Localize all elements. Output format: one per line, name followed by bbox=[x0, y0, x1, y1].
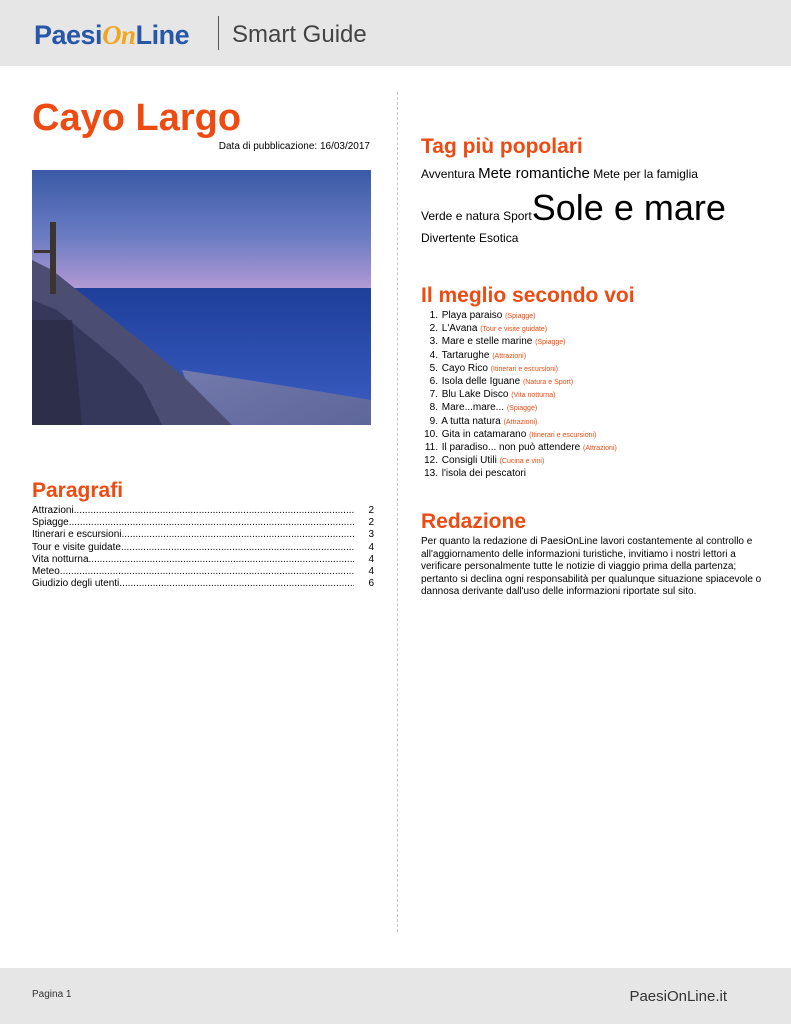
toc-leader-dots bbox=[60, 566, 354, 578]
logo-part-line: Line bbox=[135, 20, 190, 50]
toc-entry-label: Giudizio degli utenti bbox=[32, 578, 120, 590]
list-item-number: 9. bbox=[429, 415, 438, 427]
list-item-name: Mare...mare... bbox=[441, 402, 505, 414]
list-item[interactable] bbox=[421, 442, 781, 455]
toc-leader-dots bbox=[119, 578, 354, 590]
toc-entry-label: Attrazioni bbox=[32, 505, 74, 516]
list-item-name: l'isola dei pescatori bbox=[441, 468, 526, 480]
tag-link[interactable]: Sport bbox=[503, 209, 532, 223]
list-item[interactable] bbox=[421, 323, 781, 336]
toc-leader-dots bbox=[74, 505, 354, 517]
toc-entry-label: Meteo bbox=[32, 566, 60, 578]
list-item-name: Consigli Utili bbox=[441, 455, 497, 467]
list-item[interactable] bbox=[421, 389, 781, 402]
list-item-category: (Attrazioni) bbox=[503, 418, 538, 426]
list-item-number: 7. bbox=[429, 389, 438, 401]
list-item[interactable] bbox=[421, 350, 781, 363]
toc-entry-label: Vita notturna bbox=[32, 553, 89, 565]
site-link[interactable]: PaesiOnLine.it bbox=[629, 988, 727, 1005]
toc-entry-label: Spiagge bbox=[32, 517, 69, 529]
page-title: Cayo Largo bbox=[32, 97, 242, 139]
page-number: Pagina 1 bbox=[32, 989, 72, 1000]
list-item-name: Blu Lake Disco bbox=[441, 389, 509, 401]
tag-link[interactable]: Mete romantiche bbox=[478, 165, 590, 182]
list-item-category: (Itinerari e escursioni) bbox=[490, 365, 559, 373]
list-item-number: 11. bbox=[424, 442, 438, 454]
toc-entry-page: 3 bbox=[368, 529, 374, 541]
list-item-number: 10. bbox=[424, 428, 438, 440]
tag-link[interactable]: Verde e natura bbox=[421, 209, 500, 223]
tag-link[interactable]: Sole e mare bbox=[531, 187, 726, 228]
toc-entry-page: 4 bbox=[368, 541, 374, 553]
toc-entry[interactable] bbox=[32, 505, 374, 517]
toc-entry[interactable] bbox=[32, 554, 374, 566]
list-item-number: 2. bbox=[429, 323, 438, 335]
redazione-text: Per quanto la redazione di PaesiOnLine lavori costantemente al controllo e all'aggiornamento delle informazioni turistiche, invitiamo i nostri lettori a verificare personalmente tutte le notizie di viaggio prima della partenza; pertanto si declina ogni responsabilità per qualunque situazione spiacevole o dannosa derivante dall'uso delle informazioni riportate sul sito. bbox=[421, 536, 762, 598]
list-item-category: (Attrazioni) bbox=[583, 445, 617, 453]
list-item-category: (Cucina e vini) bbox=[499, 458, 545, 466]
toc-entry-page: 4 bbox=[368, 566, 374, 578]
redazione-heading: Redazione bbox=[421, 510, 527, 533]
table-of-contents bbox=[32, 505, 374, 590]
tags-heading: Tag più popolari bbox=[421, 135, 583, 158]
list-item[interactable] bbox=[421, 402, 781, 415]
best-heading: Il meglio secondo voi bbox=[421, 284, 635, 307]
list-item-number: 1. bbox=[429, 310, 438, 321]
list-item[interactable] bbox=[421, 416, 781, 429]
tag-cloud bbox=[421, 162, 761, 246]
column-divider bbox=[397, 92, 398, 932]
toc-entry-page: 4 bbox=[368, 553, 374, 565]
list-item-category: (Itinerari e escursioni) bbox=[529, 431, 597, 439]
header-separator bbox=[218, 16, 219, 50]
toc-leader-dots bbox=[69, 517, 354, 529]
list-item-name: A tutta natura bbox=[441, 415, 501, 427]
list-item-category: (Spiagge) bbox=[535, 339, 566, 347]
list-item-category: (Vita notturna) bbox=[511, 392, 556, 400]
logo-part-on: On bbox=[102, 20, 136, 50]
toc-entry[interactable] bbox=[32, 578, 374, 590]
list-item-number: 12. bbox=[424, 455, 438, 467]
list-item-number: 8. bbox=[429, 402, 438, 414]
toc-entry-label: Itinerari e escursioni bbox=[32, 529, 122, 541]
list-item-name: Il paradiso... non può attendere bbox=[441, 442, 581, 454]
toc-entry[interactable] bbox=[32, 542, 374, 554]
list-item[interactable] bbox=[421, 455, 781, 468]
list-item-category: (Spiagge) bbox=[506, 405, 538, 413]
toc-entry[interactable] bbox=[32, 529, 374, 541]
list-item-number: 3. bbox=[429, 336, 438, 348]
list-item[interactable] bbox=[421, 310, 781, 323]
list-item-category: (Attrazioni) bbox=[492, 352, 527, 360]
list-item-name: Mare e stelle marine bbox=[441, 336, 533, 348]
list-item-category: (Tour e visite guidate) bbox=[480, 326, 548, 334]
list-item-name: Gita in catamarano bbox=[441, 428, 527, 440]
header-title: Smart Guide bbox=[232, 21, 367, 48]
tag-link[interactable]: Avventura bbox=[421, 167, 475, 181]
toc-leader-dots bbox=[121, 542, 354, 554]
list-item-category: (Spiagge) bbox=[505, 313, 536, 320]
toc-leader-dots bbox=[89, 554, 354, 566]
list-item[interactable] bbox=[421, 429, 781, 442]
toc-entry[interactable] bbox=[32, 517, 374, 529]
publication-date: Data di pubblicazione: 16/03/2017 bbox=[218, 141, 370, 152]
paesionline-logo[interactable] bbox=[34, 15, 189, 55]
list-item-name: Playa paraiso bbox=[441, 310, 503, 321]
list-item-name: L'Avana bbox=[441, 323, 478, 335]
toc-entry-page: 2 bbox=[368, 505, 374, 516]
tag-link[interactable]: Mete per la famiglia bbox=[593, 167, 698, 181]
toc-leader-dots bbox=[121, 529, 354, 541]
list-item-name: Isola delle Iguane bbox=[441, 376, 521, 388]
logo-part-paesi: Paesi bbox=[34, 20, 103, 50]
toc-entry-page: 6 bbox=[368, 578, 374, 590]
cayo-largo-photo bbox=[32, 170, 371, 425]
best-list bbox=[421, 310, 781, 482]
page-footer bbox=[0, 968, 791, 1024]
list-item[interactable] bbox=[421, 468, 781, 481]
list-item-name: Cayo Rico bbox=[441, 362, 488, 374]
page-header bbox=[0, 0, 791, 66]
toc-entry[interactable] bbox=[32, 566, 374, 578]
list-item-number: 5. bbox=[429, 362, 438, 374]
list-item-category: (Natura e Sport) bbox=[522, 379, 574, 387]
list-item-name: Tartarughe bbox=[441, 349, 490, 361]
paragrafi-heading: Paragrafi bbox=[32, 479, 124, 502]
tag-link[interactable]: Esotica bbox=[479, 231, 519, 245]
list-item-number: 13. bbox=[424, 468, 438, 480]
toc-entry-label: Tour e visite guidate bbox=[32, 541, 121, 553]
list-item[interactable] bbox=[421, 336, 781, 349]
list-item[interactable] bbox=[421, 363, 781, 376]
toc-entry-page: 2 bbox=[368, 517, 374, 529]
list-item-number: 6. bbox=[429, 376, 438, 388]
list-item-number: 4. bbox=[429, 349, 438, 361]
tag-link[interactable]: Divertente bbox=[421, 231, 476, 245]
list-item[interactable] bbox=[421, 376, 781, 389]
